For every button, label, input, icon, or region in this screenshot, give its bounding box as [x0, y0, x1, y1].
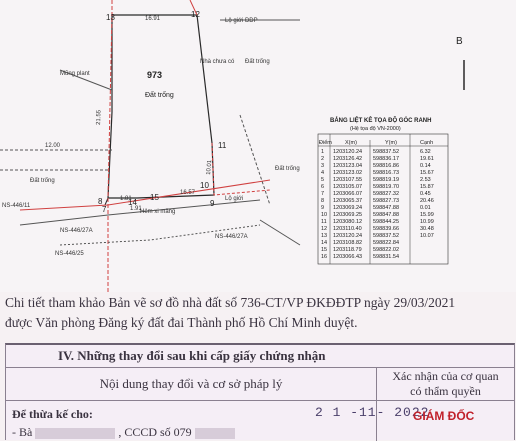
coord-cell: 13: [321, 233, 328, 239]
point-15: 15: [150, 193, 159, 202]
confirm-cell: [315, 401, 514, 441]
point-14: 14: [128, 198, 137, 207]
vacant-label-2: Đất trống: [275, 166, 300, 172]
coord-cell: 598837.52: [373, 233, 399, 239]
coord-table-subtitle: (Hệ tọa độ VN-2000): [350, 126, 401, 132]
street-ref-3: NS-446/27A: [215, 234, 248, 240]
coord-cell: 7: [321, 191, 325, 197]
parcel-label: Đất trống: [145, 92, 174, 99]
coord-cell: 598819.19: [373, 177, 399, 183]
entry-title: Để thừa kế cho:: [12, 407, 93, 421]
coord-header-x: X(m): [345, 140, 357, 146]
redacted-id: [195, 428, 235, 439]
coord-cell: 10: [321, 212, 328, 218]
neighbour-line-6: [260, 220, 300, 245]
point-11: 11: [218, 141, 227, 150]
coord-cell: 6: [321, 184, 325, 190]
point-8: 8: [98, 197, 103, 206]
coord-cell: 1203120.24: [333, 149, 363, 155]
coord-cell: 598822.02: [373, 247, 399, 253]
coord-cell: 598816.73: [373, 170, 399, 176]
dim-4: 16.57: [180, 190, 196, 196]
road-label-2: Lộ giới: [225, 196, 244, 202]
col-confirm-line-1: Xác nhận của cơ quan: [392, 369, 499, 383]
coord-header-edge: Cạnh: [420, 140, 434, 146]
coord-cell: 12: [321, 226, 328, 232]
entry-id-prefix: , CCCD số 079: [118, 425, 192, 439]
red-road-line-bottom: [20, 180, 270, 210]
coord-cell: 2.53: [420, 177, 431, 183]
point-7: 7: [102, 205, 107, 214]
coord-cell: 20.46: [420, 198, 434, 204]
point-9: 9: [210, 199, 215, 208]
col-confirm-line-2: có thẩm quyền: [410, 384, 481, 398]
coord-cell: 598847.88: [373, 205, 399, 211]
point-10: 10: [200, 181, 209, 190]
coord-cell: 1: [321, 149, 325, 155]
changes-form: [5, 343, 515, 440]
stamp-date: 2 1 -11- 2022: [315, 405, 430, 420]
coord-cell: 1203069.24: [333, 205, 363, 211]
road-label-1: Lộ giới ĐĐP: [225, 18, 258, 24]
coord-cell: 2: [321, 156, 325, 162]
road-label-3: Hẻm xi măng: [140, 209, 176, 215]
coord-header-y: Y(m): [385, 140, 397, 146]
parcel-number: 973: [147, 70, 163, 80]
coord-cell: 15.99: [420, 212, 434, 218]
coord-cell: 19.61: [420, 156, 434, 162]
dim-5: 1.81: [120, 196, 132, 202]
coord-cell: 1203110.40: [333, 226, 362, 232]
street-ref-1: NS-446/11: [2, 203, 31, 209]
corner-letter: B: [456, 36, 463, 47]
coord-cell: 1203123.02: [333, 170, 363, 176]
coord-cell: 1203066.07: [333, 191, 363, 197]
street-ref-2: NS-446/25: [55, 251, 84, 257]
reference-caption: [5, 293, 513, 333]
coord-cell: 16: [321, 254, 328, 260]
coord-cell: 1203126.42: [333, 156, 363, 162]
coord-cell: 1203120.24: [333, 233, 363, 239]
dim-1: 16.91: [145, 16, 161, 22]
coord-cell: 598827.73: [373, 198, 399, 204]
col-confirm-header: [377, 368, 514, 400]
coord-cell: 10.07: [420, 233, 434, 239]
coord-cell: 14: [321, 240, 328, 246]
section-title: IV. Những thay đổi sau khi cấp giấy chứng nhận: [6, 345, 514, 368]
coord-cell: 5: [321, 177, 325, 183]
coord-table-rows: [321, 149, 434, 260]
dim-7: 10.01: [206, 159, 214, 176]
coord-cell: 3: [321, 163, 325, 169]
redacted-name: [35, 428, 115, 439]
coord-cell: 598831.54: [373, 254, 399, 260]
entry-prefix: - Bà: [12, 425, 33, 439]
coord-cell: 598836.17: [373, 156, 399, 162]
coord-cell: 0.01: [420, 205, 431, 211]
coord-header-point: Điểm: [319, 140, 332, 146]
form-body-row: [6, 401, 514, 441]
roof-note: Mũng plant: [60, 71, 90, 77]
coord-cell: 8: [321, 198, 325, 204]
coord-cell: 1203080.12: [333, 219, 363, 225]
coord-cell: 1203118.79: [333, 247, 362, 253]
caption-line-1: Chi tiết tham khảo Bản vẽ sơ đồ nhà đất số 736-CT/VP ĐKĐĐTP ngày 29/03/2021: [5, 295, 456, 310]
coord-cell: 4: [321, 170, 325, 176]
coord-table-title: BẢNG LIỆT KÊ TỌA ĐỘ GÓC RANH: [330, 118, 432, 124]
coord-cell: 598839.66: [373, 226, 399, 232]
coord-cell: 0.14: [420, 163, 431, 169]
coord-cell: 0.45: [420, 191, 431, 197]
dim-6: 1.91: [130, 206, 142, 212]
coord-cell: 10.99: [420, 219, 434, 225]
coord-cell: 1203107.55: [333, 177, 363, 183]
coord-cell: 1203108.82: [333, 240, 363, 246]
coord-cell: 11: [321, 219, 327, 225]
coordinate-table: [318, 116, 448, 264]
coord-cell: 6.32: [420, 149, 431, 155]
coord-cell: 598837.52: [373, 149, 399, 155]
coord-cell: 1203066.43: [333, 254, 363, 260]
street-ref-4: NS-446/27A: [60, 228, 93, 234]
vacant-label-1: Đất trống: [30, 178, 55, 184]
dim-3: 12.00: [45, 143, 61, 149]
point-13: 13: [106, 13, 115, 22]
vacant-label-3: Đất trống: [245, 59, 270, 65]
coord-cell: 1203065.37: [333, 198, 363, 204]
coord-cell: 598844.25: [373, 219, 399, 225]
stamp-role: GIÁM ĐỐC: [413, 409, 475, 423]
coord-cell: 15.87: [420, 184, 434, 190]
coord-cell: 9: [321, 205, 325, 211]
form-header-row: [6, 368, 514, 401]
coord-cell: 598847.88: [373, 212, 399, 218]
coord-cell: 30.48: [420, 226, 434, 232]
point-12: 12: [191, 10, 200, 19]
coord-cell: 15: [321, 247, 328, 253]
coord-cell: 598827.32: [373, 191, 399, 197]
dim-2: 21.55: [96, 109, 103, 126]
coord-cell: 598819.70: [373, 184, 399, 190]
neighbour-line-5: [240, 115, 270, 205]
coord-cell: 598822.84: [373, 240, 399, 246]
parcel-outline: [108, 15, 214, 198]
coord-cell: 1203069.25: [333, 212, 363, 218]
col-content-header: Nội dung thay đổi và cơ sở pháp lý: [6, 368, 377, 400]
caption-line-2: được Văn phòng Đăng ký đất đai Thành phố Hồ Chí Minh duyệt.: [5, 315, 358, 330]
coord-cell: 1203105.07: [333, 184, 363, 190]
coord-cell: 15.67: [420, 170, 434, 176]
coord-cell: 598816.86: [373, 163, 399, 169]
house-note: Nhà chưa có: [200, 59, 235, 65]
coord-cell: 1203123.04: [333, 163, 363, 169]
